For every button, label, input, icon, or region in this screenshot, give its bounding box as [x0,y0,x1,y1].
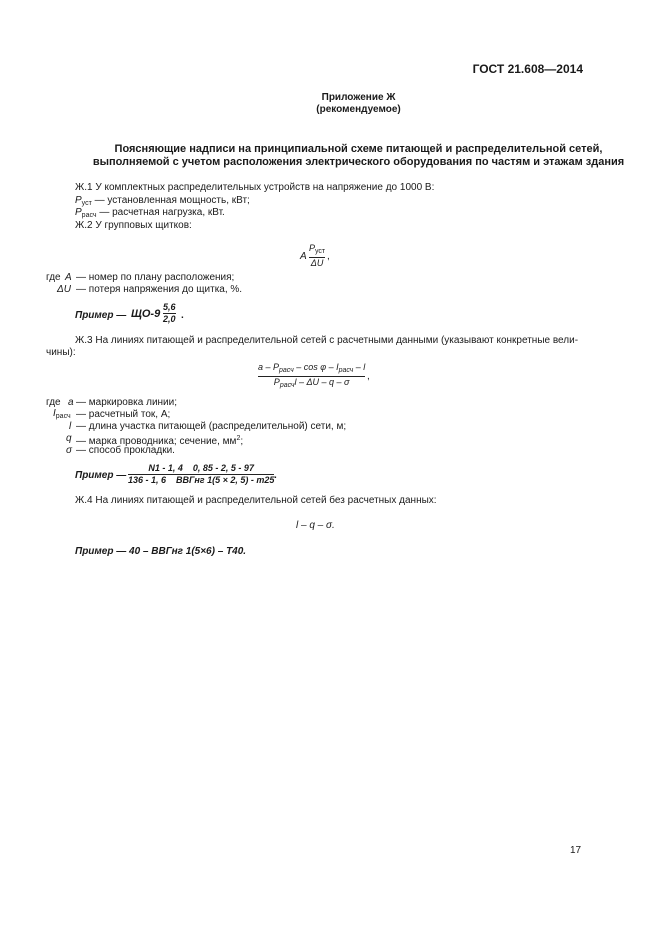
subscript: расч [55,413,71,420]
description: — марка проводника; сечение, мм [76,436,237,447]
denominator-sub: расч [279,382,295,389]
numerator-start: a – P [258,362,280,372]
formula-a: A [300,251,307,262]
term-l-symbol: l [69,421,72,432]
symbol: P [75,195,82,206]
denominator-start: P [273,377,280,387]
term-a-desc: — номер по плану расположения; [76,272,235,283]
example-numerator: 5,6 [163,302,176,312]
numerator-sub-1: расч [279,367,294,374]
denominator-end: l – ΔU – q – σ [294,377,350,387]
term-du-desc: — потеря напряжения до щитка, %. [76,284,243,295]
appendix-subtitle: (рекомендуемое) [316,104,401,115]
end: ; [240,436,244,447]
formula-panel-fraction [309,243,325,269]
formula-denominator [274,377,350,391]
standard-number: ГОСТ 21.608—2014 [472,62,583,76]
superscript: 2 [236,435,241,442]
section-1-intro: Ж.1 У комплектных распределительных устройств на напряжение до 1000 В: [75,182,435,193]
symbol: I [53,408,56,419]
example-panel-code: ЩО-9 [131,308,161,320]
formula-line-end: , [367,371,370,382]
section-4-intro: Ж.4 На линиях питающей и распределительной сетей без расчетных данных: [75,495,437,506]
heading-line-2: выполняемой с учетом расположения электрического оборудования по частям и этажам здания [92,156,625,168]
example-panel-fraction [163,302,176,325]
term-du-symbol: ΔU [57,284,71,295]
symbol: P [75,207,82,218]
formula-line-fraction [258,362,365,391]
numerator-subscript: уст [315,248,326,255]
formula-panel-end: , [327,251,330,262]
formula-panel-a [300,251,307,263]
heading-line-1: Поясняющие надписи на принципиальной схеме питающей и распределительной сетей, [114,143,603,155]
section-2-intro: Ж.2 У групповых щитков: [75,220,192,231]
description: — расчетная нагрузка, кВт. [99,207,225,218]
term-a-line-symbol: a [68,397,74,408]
term-a-symbol: A [65,272,72,283]
numerator-end: – l [353,362,366,372]
where-label: где [46,272,61,283]
example-line-label: Пример — [75,470,127,481]
numerator-symbol: P [309,243,316,253]
section-3-intro-line-2: чины): [46,347,76,358]
example-no-data: Пример — 40 – ВВГнг 1(5×6) – Т40. [75,546,247,557]
page-number: 17 [570,845,582,856]
example-line-denominator: 136 - 1, 6 ВВГнг 1(5 × 2, 5) - т25 [128,475,275,485]
example-line-fraction [128,463,274,486]
numerator-middle: – cos φ – I [293,362,339,372]
where-label-2: где [46,397,61,408]
term-sigma-desc: — способ прокладки. [76,445,175,456]
formula-no-data: l – q – σ. [296,520,335,531]
example-denominator: 2,0 [163,314,176,324]
term-a-line-desc: — маркировка линии; [76,397,178,408]
term-i-symbol [53,408,71,423]
example-line-end: . [274,470,277,481]
denominator: ΔU [310,258,324,268]
example-panel-end: . [181,310,184,321]
section-3-intro-line-1: Ж.3 На линиях питающей и распределительной сетей с расчетными данными (указывают конкретные вели- [75,335,579,346]
description: — установленная мощность, кВт; [94,195,250,206]
subscript: уст [81,200,92,207]
example-panel-label: Пример — [75,310,127,321]
term-q-symbol: q [66,433,72,444]
formula-numerator [258,362,365,376]
example-line-numerator: N1 - 1, 4 0, 85 - 2, 5 - 97 [148,463,254,473]
term-l-desc: — длина участка питающей (распределительной) сети, м; [76,421,347,432]
term-sigma-symbol: σ [66,445,73,456]
subscript: расч [81,212,97,219]
appendix-title: Приложение Ж [321,92,396,103]
term-i-desc: — расчетный ток, А; [76,409,171,420]
numerator-sub-2: расч [338,367,354,374]
